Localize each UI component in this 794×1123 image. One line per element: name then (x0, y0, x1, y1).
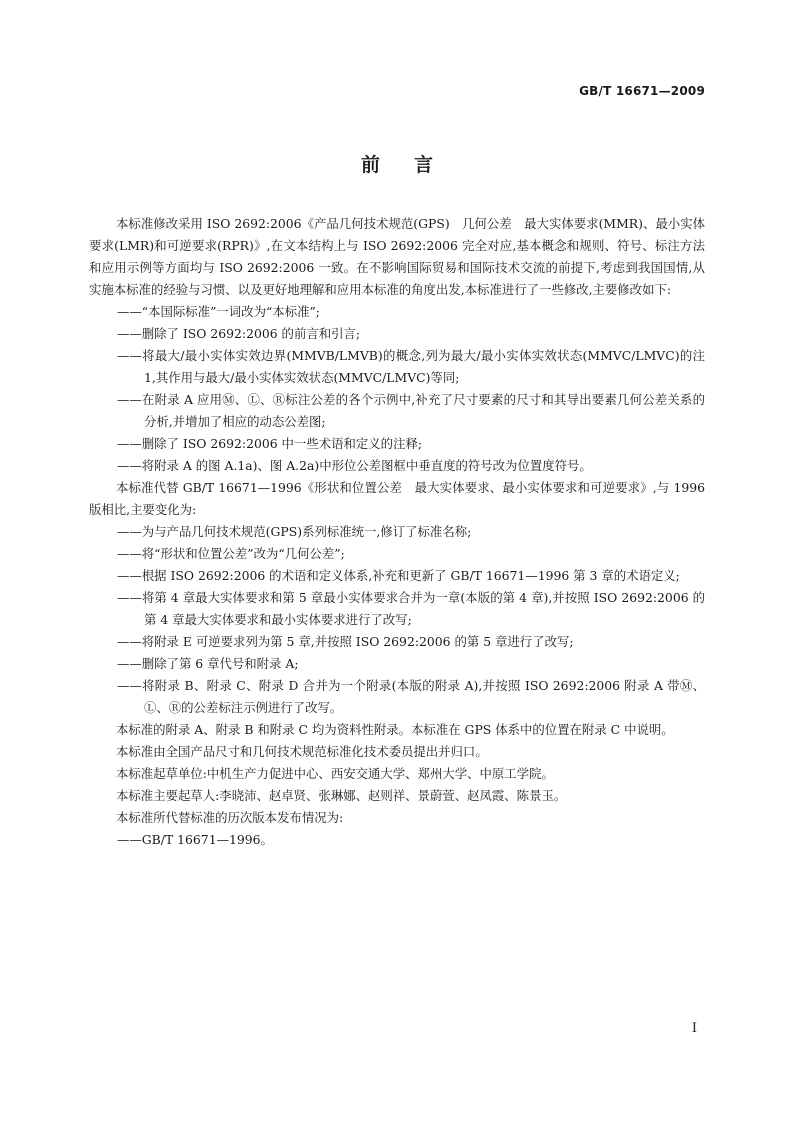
list-item: ——将附录 E 可逆要求列为第 5 章,并按照 ISO 2692:2006 的第 5 章进行了改写; (117, 634, 574, 649)
list-item: ——为与产品几何技术规范(GPS)系列标准统一,修订了标准名称; (117, 524, 472, 539)
page-number: I (691, 1021, 697, 1036)
list-item: ——将附录 A 的图 A.1a)、图 A.2a)中形位公差图框中垂直度的符号改为位置度符号。 (117, 458, 592, 473)
list-item: ——删除了第 6 章代号和附录 A; (117, 656, 299, 671)
intro-paragraph: 本标准修改采用 ISO 2692:2006《产品几何技术规范(GPS) 几何公差 最大实体要求(MMR)、最小实体要求(LMR)和可逆要求(RPR)》,在文本结构上与 ISO 2692:2006 完全对应,基本概念和规则、符号、标注方法和应用示例等方面均与 ISO 2692:2006 一致。在不影响国际贸易和国际技术交流的前提下,考虑到我国国情,从实施本标准的经验与习惯、以及更好地理解和应用本标准的角度出发,本标准进行了一些修改,主要修改如下: (89, 216, 705, 297)
list-item: ——“本国际标准”一词改为“本标准”; (117, 304, 320, 319)
list-item: ——将附录 B、附录 C、附录 D 合并为一个附录(本版的附录 A),并按照 ISO 2692:2006 附录 A 带Ⓜ、Ⓛ、Ⓡ的公差标注示例进行了改写。 (117, 678, 705, 715)
list-item: ——将第 4 章最大实体要求和第 5 章最小实体要求合并为一章(本版的第 4 章),并按照 ISO 2692:2006 的第 4 章最大实体要求和最小实体要求进行了改写; (117, 590, 705, 627)
committee-paragraph: 本标准由全国产品尺寸和几何技术规范标准化技术委员提出并归口。 (116, 744, 488, 759)
page-title: 前言 (360, 154, 467, 176)
list-item: ——删除了 ISO 2692:2006 中一些术语和定义的注释; (117, 436, 423, 451)
list-item: ——根据 ISO 2692:2006 的术语和定义体系,补充和更新了 GB/T 16671—1996 第 3 章的术语定义; (117, 568, 680, 583)
list-item: ——在附录 A 应用Ⓜ、Ⓛ、Ⓡ标注公差的各个示例中,补充了尺寸要素的尺寸和其导出要素几何公差关系的分析,并增加了相应的动态公差图; (117, 392, 705, 429)
list-item: ——GB/T 16671—1996。 (117, 832, 273, 847)
list-item: ——删除了 ISO 2692:2006 的前言和引言; (117, 326, 361, 341)
drafters-paragraph: 本标准主要起草人:李晓沛、赵卓贤、张琳娜、赵则祥、景蔚萱、赵凤霞、陈景玉。 (116, 788, 567, 803)
standard-code: GB/T 16671—2009 (579, 84, 705, 98)
body-text (89, 213, 705, 851)
appendix-paragraph: 本标准的附录 A、附录 B 和附录 C 均为资料性附录。本标准在 GPS 体系中的位置在附录 C 中说明。 (116, 722, 674, 737)
list-item: ——将“形状和位置公差”改为“几何公差”; (117, 546, 345, 561)
history-paragraph: 本标准所代替标准的历次版本发布情况为: (116, 810, 344, 825)
drafting-units-paragraph: 本标准起草单位:中机生产力促进中心、西安交通大学、郑州大学、中原工学院。 (116, 766, 554, 781)
replacement-paragraph: 本标准代替 GB/T 16671—1996《形状和位置公差 最大实体要求、最小实体要求和可逆要求》,与 1996 版相比,主要变化为: (89, 480, 705, 517)
list-item: ——将最大/最小实体实效边界(MMVB/LMVB)的概念,列为最大/最小实体实效状态(MMVC/LMVC)的注 1,其作用与最大/最小实体实效状态(MMVC/LMVC)等同; (117, 348, 705, 385)
